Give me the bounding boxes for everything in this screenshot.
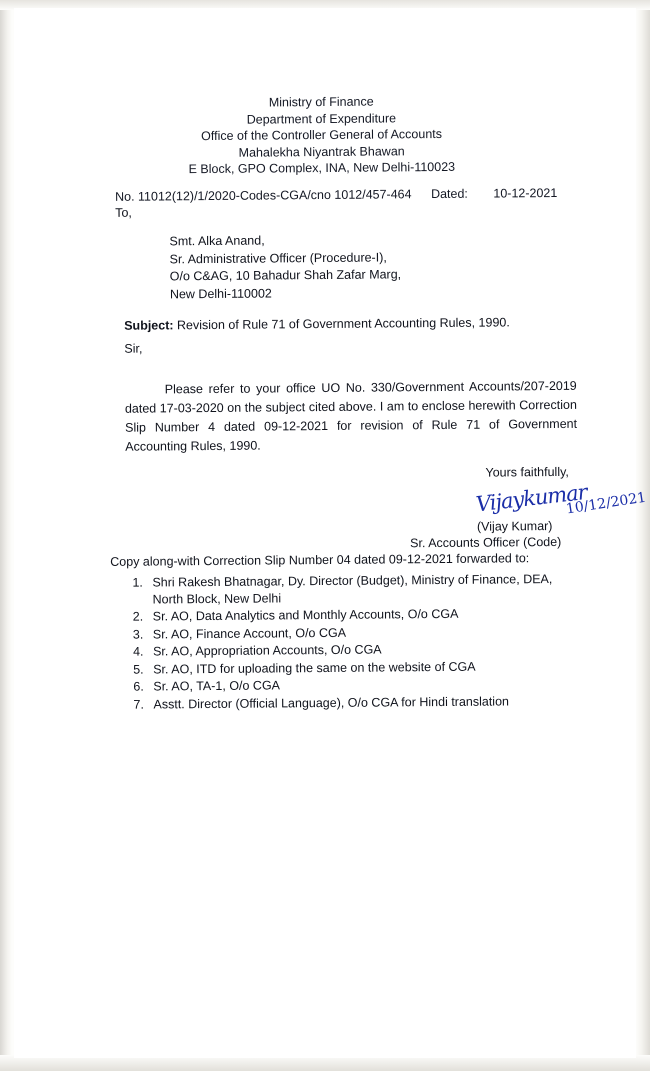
list-item-text: Sr. AO, Appropriation Accounts, O/o CGA [152, 642, 382, 659]
list-item-subtext: North Block, New Delhi [152, 590, 282, 607]
copy-forwarded-line: Copy along-with Correction Slip Number 04 dated 09-12-2021 forwarded to: [110, 551, 530, 569]
list-item-number: 1. [132, 575, 143, 590]
letterhead [10, 91, 633, 179]
dated-label: Dated: [430, 186, 468, 202]
body-paragraph: Please refer to your office UO No. 330/Government Accounts/207-2019 dated 17-03-2020 on the subject cited above. I am to enclose herewith Correction Slip Number 4 dated 09-12-2021 for revision of Rule 71 of Government Accounting Rules, 1990. [124, 378, 578, 454]
subject-line [124, 315, 510, 332]
list-item-text: Sr. AO, ITD for uploading the same on the website of CGA [153, 659, 476, 677]
addressee-line-3: O/o C&AG, 10 Bahadur Shah Zafar Marg, [169, 267, 402, 284]
to-label: To, [115, 205, 132, 220]
letterhead-line-4: Mahalekha Niyantrak Bhawan [238, 143, 405, 160]
signatory-name: (Vijay Kumar) [476, 519, 553, 534]
handwritten-signature-date: 10/12/2021 [565, 489, 648, 518]
list-item-number: 3. [132, 627, 144, 642]
subject-label: Subject: [124, 318, 174, 333]
dated-value: 10-12-2021 [493, 185, 558, 201]
handwritten-signature: Vijaykumar [474, 479, 588, 517]
distribution-list [126, 571, 597, 714]
list-item-text: Sr. AO, TA-1, O/o CGA [153, 678, 281, 694]
reference-number: No. 11012(12)/1/2020-Codes-CGA/cno 1012/457-464 [114, 187, 412, 204]
letterhead-line-3: Office of the Controller General of Accounts [201, 126, 443, 144]
list-item [127, 692, 597, 713]
addressee-block [169, 231, 401, 303]
list-item-text: Shri Rakesh Bhatnagar, Dy. Director (Budget), Ministry of Finance, DEA, [152, 572, 553, 590]
letter-content [9, 5, 648, 1060]
reference-line [115, 186, 557, 204]
list-item-number: 6. [133, 679, 144, 694]
signatory-designation: Sr. Accounts Officer (Code) [410, 534, 562, 551]
list-item-text: Sr. AO, Data Analytics and Monthly Accounts, O/o CGA [152, 606, 459, 624]
list-item-text: Asstt. Director (Official Language), O/o CGA for Hindi translation [153, 693, 510, 712]
list-item-text: Sr. AO, Finance Account, O/o CGA [152, 625, 347, 642]
list-item-number: 4. [132, 644, 144, 659]
list-item-number: 5. [133, 662, 144, 677]
addressee-line-1: Smt. Alka Anand, [169, 233, 265, 249]
letterhead-line-5: E Block, GPO Complex, INA, New Delhi-110023 [188, 159, 456, 177]
addressee-line-4: New Delhi-110002 [169, 285, 272, 301]
letterhead-line-2: Department of Expenditure [246, 110, 397, 127]
list-item [126, 571, 596, 608]
subject-text: Revision of Rule 71 of Government Accounting Rules, 1990. [176, 315, 510, 333]
list-item-number: 7. [133, 697, 144, 712]
salutation: Sir, [124, 341, 143, 356]
letterhead-line-1: Ministry of Finance [268, 94, 374, 110]
letter-sheet [14, 8, 648, 1058]
addressee-line-2: Sr. Administrative Officer (Procedure-I), [169, 249, 387, 266]
list-item-number: 2. [132, 609, 144, 624]
closing-line: Yours faithfully, [485, 464, 569, 480]
